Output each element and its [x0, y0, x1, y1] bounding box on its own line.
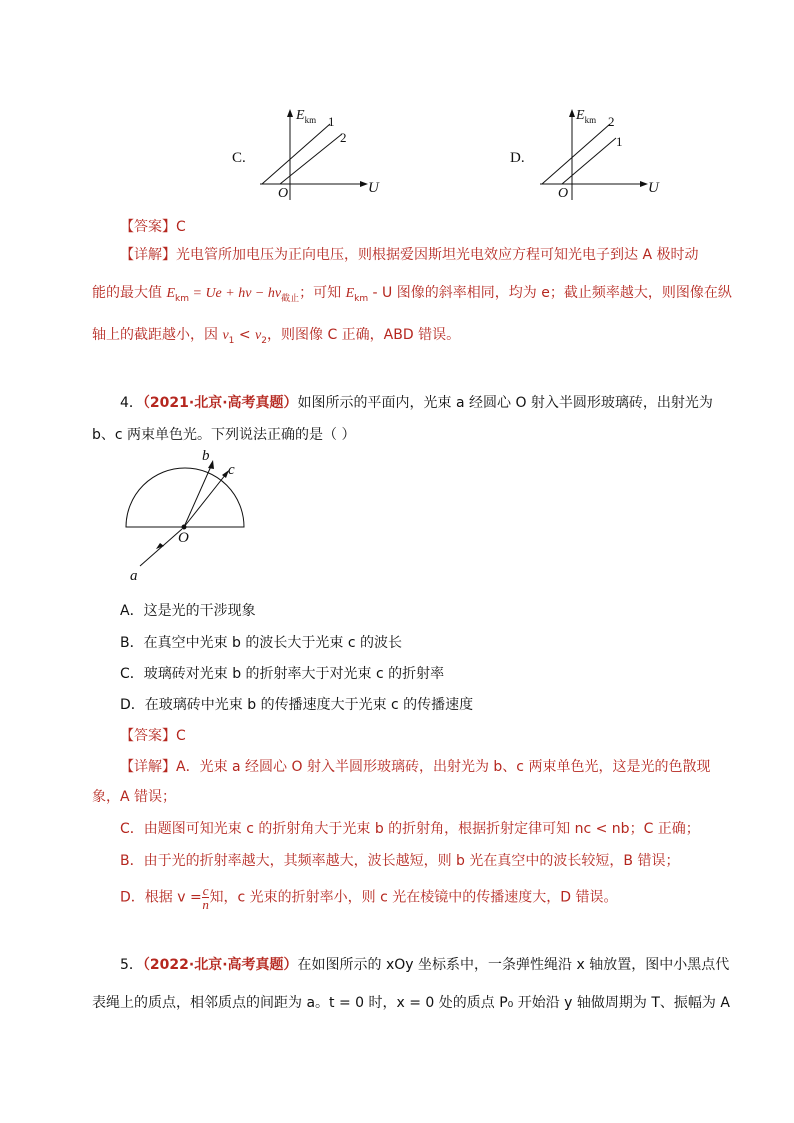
question-number: 5．	[120, 957, 143, 973]
question-source: （2021·北京·高考真题）	[142, 395, 298, 411]
beam-a-label: a	[130, 568, 138, 584]
q4-detail-line2: C．由题图可知光束 c 的折射角大于光束 b 的折射角，根据折射定律可知 nc < nb；C 正确；	[120, 821, 700, 837]
graph-option-d	[508, 104, 668, 204]
q3-answer	[120, 216, 186, 236]
q4-detail-line3: B．由于光的折射率越大，其频率越大，波长越短，则 b 光在真空中的波长较短，B 错误；	[120, 853, 680, 869]
graph-d-origin: O	[558, 186, 569, 201]
q3-detail-line3: 轴上的截距越小，因 $\nu_1 < \nu_2$，则图像 C 正确，ABD 错误。	[92, 327, 461, 346]
q4-detail-line1b: 象，A 错误；	[92, 789, 177, 805]
q4-stem-line1: 4．（2021·北京·高考真题）如图所示的平面内，光束 a 经圆心 O 射入半圆形玻璃砖，出射光为	[120, 395, 713, 411]
option-d-label: D.	[510, 150, 525, 166]
q5-stem-line1: 5．（2022·北京·高考真题）在如图所示的 xOy 坐标系中，一条弹性绳沿 x 轴放置，图中小黑点代	[120, 957, 730, 973]
q4-stem-line2: b、c 两束单色光。下列说法正确的是（ ）	[92, 427, 356, 443]
graph-c-origin: O	[278, 186, 289, 201]
q3-detail-line1: 【详解】光电管所加电压为正向电压，则根据爱因斯坦光电效应方程可知光电子到达 A 极时动	[120, 247, 699, 263]
q4-detail-line4: D．根据 v = $\frac{c}{n}$ 知，c 光束的折射率小，则 c 光在棱镜中的传播速度大，D 错误。	[120, 883, 618, 912]
answer-tag: 【答案】	[120, 728, 176, 744]
graph-d-x-label: U	[648, 180, 659, 196]
q4-option-b: B．在真空中光束 b 的波长大于光束 c 的波长	[120, 635, 402, 651]
q4-option-d: D．在玻璃砖中光束 b 的传播速度大于光束 c 的传播速度	[120, 697, 474, 713]
graph-d-line-label-upper: 2	[608, 114, 615, 129]
q4-figure	[112, 448, 252, 588]
beam-b-label: b	[202, 448, 210, 464]
q4-option-c: C．玻璃砖对光束 b 的折射率大于对光束 c 的折射率	[120, 666, 445, 682]
answer-value: C	[176, 728, 186, 744]
answer-tag: 【答案】	[120, 219, 176, 235]
graph-c-x-label: U	[368, 180, 379, 196]
q3-detail-line2: 能的最大值 $E_{km} = Ue + h\nu - h\nu_{截止}$；可知 $E_{km}$ - U 图像的斜率相同，均为 e；截止频率越大，则图像在纵	[92, 285, 732, 304]
option-c-label: C.	[232, 150, 246, 166]
q5-stem-line2: 表绳上的质点，相邻质点的间距为 a。t = 0 时，x = 0 处的质点 P₀ 开始沿 y 轴做周期为 T、振幅为 A	[92, 995, 730, 1011]
q4-answer	[120, 725, 186, 745]
center-o-label: O	[178, 530, 189, 546]
beam-c-label: c	[228, 462, 235, 478]
detail-tag: 【详解】	[120, 247, 176, 263]
graph-c-line-label-lower: 2	[340, 130, 347, 145]
fraction-c-over-n: $\frac{c}{n}$	[202, 883, 209, 912]
question-number: 4．	[120, 395, 143, 411]
graph-c-y-label: $E_{km}$	[296, 108, 317, 125]
question-source: （2022·北京·高考真题）	[142, 957, 298, 973]
graph-c-line-label-upper: 1	[328, 114, 335, 129]
graph-option-c	[230, 104, 390, 204]
graph-d-y-label: $E_{km}$	[576, 108, 597, 125]
q4-option-a: A．这是光的干涉现象	[120, 603, 256, 619]
answer-value: C	[176, 219, 186, 235]
detail-tag: 【详解】	[120, 759, 176, 775]
graph-d-line-label-lower: 1	[616, 134, 623, 149]
q4-detail-line1: 【详解】A．光束 a 经圆心 O 射入半圆形玻璃砖，出射光为 b、c 两束单色光，这是光的色散现	[120, 759, 711, 775]
